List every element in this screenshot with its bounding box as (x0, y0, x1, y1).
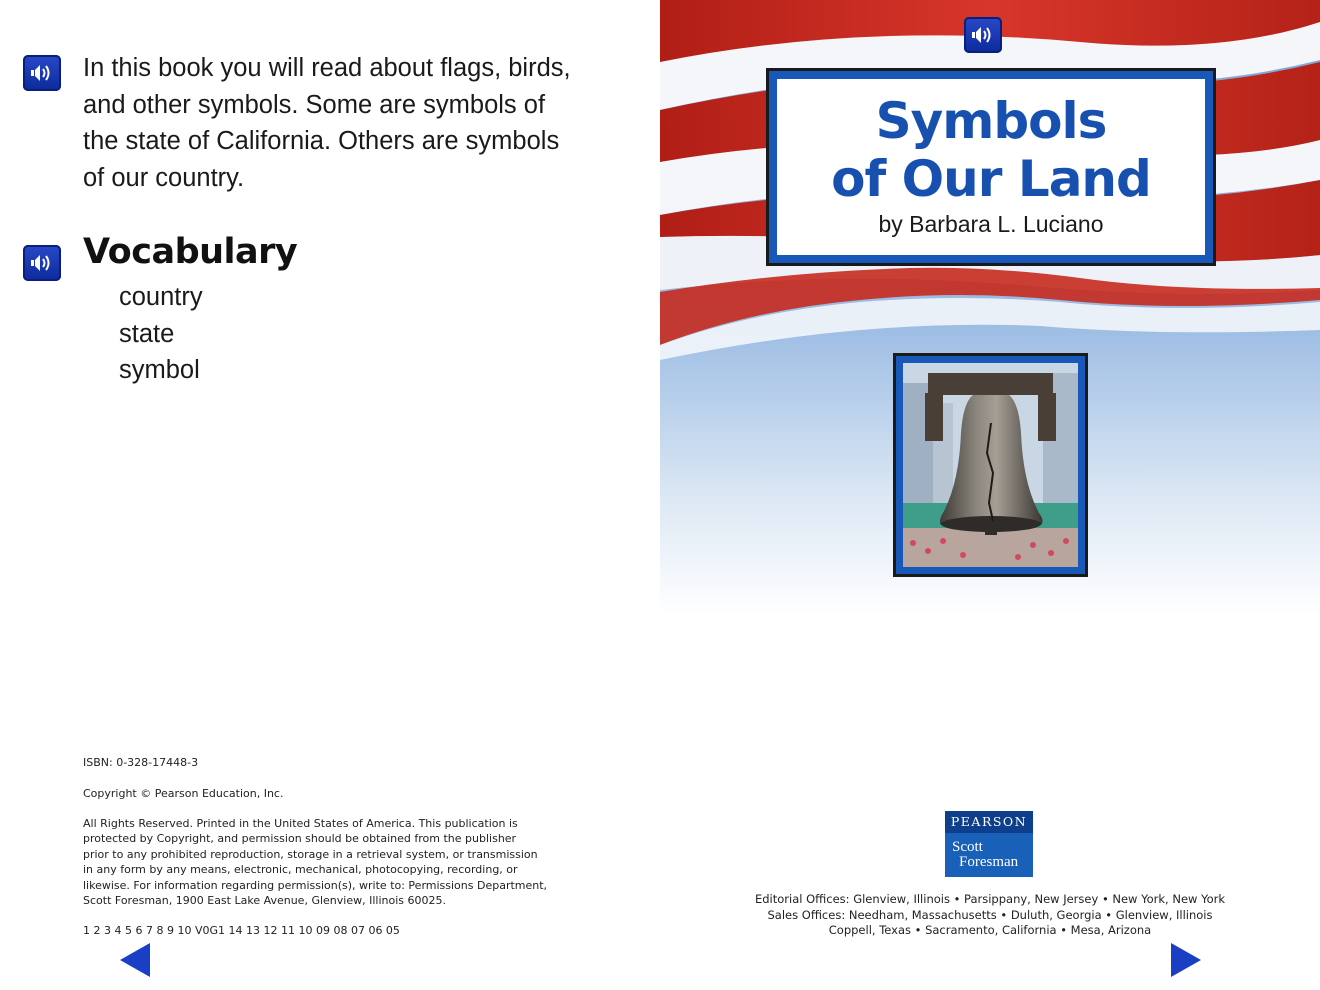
book-title-line-2: of Our Land (831, 150, 1151, 208)
speaker-icon (28, 252, 56, 274)
speaker-icon (28, 62, 56, 84)
liberty-bell-icon (903, 363, 1078, 567)
vocabulary-word: country (119, 283, 203, 311)
arrow-left-icon[interactable] (118, 941, 152, 979)
isbn: ISBN: 0-328-17448-3 (83, 756, 199, 769)
vocabulary-list (119, 279, 203, 389)
audio-button-title[interactable] (964, 17, 1002, 53)
pearson-scott-foresman-logo: PEARSON Scott Foresman (945, 811, 1033, 877)
arrow-right-icon[interactable] (1169, 941, 1203, 979)
vocabulary-heading: Vocabulary (83, 232, 298, 272)
audio-button-intro[interactable] (23, 55, 61, 91)
cover-photo-liberty-bell (893, 353, 1088, 577)
print-line: 1 2 3 4 5 6 7 8 9 10 V0G1 14 13 12 11 10 09 08 07 06 05 (83, 924, 400, 937)
speaker-icon (969, 24, 997, 46)
right-page (660, 0, 1320, 990)
publisher-offices: Editorial Offices: Glenview, Illinois • Parsippany, New Jersey • New York, New York Sales Offices: Needham, Massachusetts • Duluth, Georgia • Glenview, Illinois Coppell, Texas • Sacramento, California • Mesa, Arizona (754, 892, 1226, 937)
book-title-line-1: Symbols (875, 92, 1107, 150)
intro-paragraph: In this book you will read about flags, birds, and other symbols. Some are symbols of the state of California. Others are symbols of our country. (83, 54, 571, 192)
title-box (766, 68, 1216, 266)
audio-button-vocabulary[interactable] (23, 245, 61, 281)
vocabulary-word: state (119, 319, 175, 348)
rights-statement: All Rights Reserved. Printed in the United States of America. This publication is protected by Copyright, and permission should be obtained from the publisher prior to any prohibited reproduction, storage in a retrieval system, or transmission in any form by any means, electronic, mechanical, photocopying, recording, or likewise. For information regarding permission(s), write to: Permissions Department, Scott Foresman, 1900 East Lake Avenue, Glenview, Illinois 60025. (83, 817, 548, 908)
copyright: Copyright © Pearson Education, Inc. (83, 787, 284, 800)
book-author: by Barbara L. Luciano (878, 211, 1104, 237)
vocabulary-word: symbol (119, 356, 200, 384)
